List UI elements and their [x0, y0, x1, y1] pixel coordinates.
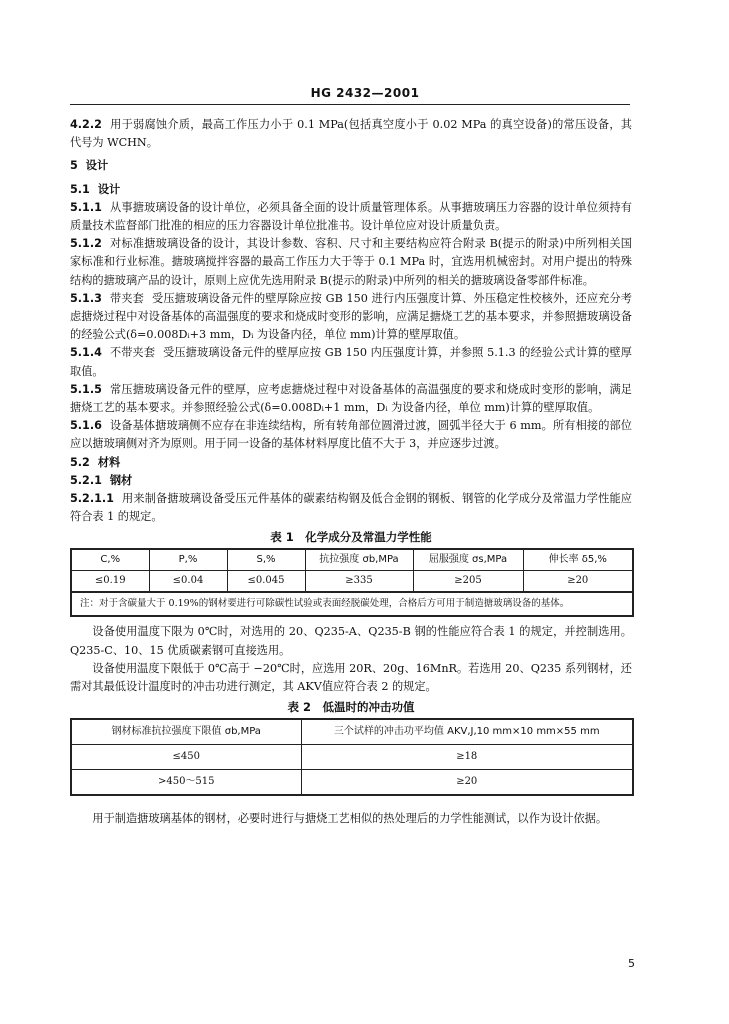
table-cell: ≥205 — [413, 571, 523, 593]
table-row — [71, 745, 633, 770]
table-cell: ≥18 — [301, 745, 633, 770]
page-number: 5 — [628, 957, 635, 970]
header-cell: 抗拉强度 σb,MPa — [305, 549, 413, 571]
header-cell: 钢材标准抗拉强度下限值 σb,MPa — [71, 719, 301, 745]
section-title: 设计 — [85, 159, 109, 173]
section-number: 5.2.1 — [70, 473, 102, 487]
table-row — [71, 571, 633, 593]
clause-text: 常压搪玻璃设备元件的壁厚，应考虑搪烧过程中对设备基体的高温强度的要求和烧成时变形的影响，满足搪烧工艺的基本要求。并参照经验公式(δ=0.008Dᵢ+1 mm，Dᵢ 为设备内径，单位 mm)计算的壁厚取值。 — [70, 382, 632, 415]
section-5-1-heading — [70, 181, 632, 199]
section-5-heading — [70, 157, 632, 175]
header-cell: S,% — [227, 549, 305, 571]
table-cell: ≥335 — [305, 571, 413, 593]
section-title: 材料 — [97, 455, 121, 469]
clause-5-1-1 — [70, 199, 632, 235]
section-number: 5.1 — [70, 182, 90, 196]
clause-5-1-4 — [70, 344, 632, 380]
header-cell: 伸长率 δ5,% — [523, 549, 633, 571]
paragraph-temperature-0: 设备使用温度下限为 0℃时，对选用的 20、Q235-A、Q235-B 钢的性能应符合表 1 的规定，并控制选用。Q235-C、10、15 优质碳素钢可直接选用。 — [70, 625, 632, 657]
clause-5-1-6 — [70, 417, 632, 453]
table-cell: ≤0.19 — [71, 571, 149, 593]
table-note: 注：对于含碳量大于 0.19%的钢材要进行可除碳性试验或表面经脱碳处理，合格后方可用于制造搪玻璃设备的基体。 — [71, 592, 633, 616]
clause-text: 用来制备搪玻璃设备受压元件基体的碳素结构钢及低合金钢的钢板、钢管的化学成分及常温力学性能应符合表 1 的规定。 — [70, 492, 632, 524]
clause-label: 不带夹套 — [109, 346, 156, 360]
section-title: 设计 — [97, 182, 121, 196]
clause-text: 受压搪玻璃设备元件的壁厚除应按 GB 150 进行内压强度计算、外压稳定性校核外，还应充分考虑搪烧过程中对设备基体的高温强度的要求和烧成时变形的影响，应满足搪烧工艺的基本要求，并参照搪玻璃设备的经验公式(δ=0.008Dᵢ+3 mm，Dᵢ 为设备内径，单位 mm)计算的壁厚取值。 — [70, 291, 632, 342]
table-2 — [70, 718, 634, 796]
table-cell: ≤0.045 — [227, 571, 305, 593]
clause-label: 带夹套 — [109, 291, 144, 305]
clause-5-1-5 — [70, 381, 632, 417]
table-note-row — [71, 592, 633, 616]
clause-text: 从事搪玻璃设备的设计单位，必须具备全面的设计质量管理体系。从事搪玻璃压力容器的设计单位须持有质量技术监督部门批准的相应的压力容器设计单位批准书。设计单位应对设计质量负责。 — [70, 200, 632, 233]
section-number: 5.2 — [70, 455, 90, 469]
table-row — [71, 770, 633, 796]
section-number: 5 — [70, 159, 78, 173]
standard-code-header: HG 2432—2001 — [310, 86, 420, 100]
clause-number: 5.1.5 — [70, 382, 102, 396]
clause-number: 5.1.6 — [70, 419, 102, 433]
table-cell: >450～515 — [71, 770, 301, 796]
table-1-caption: 表 1 化学成分及常温力学性能 — [270, 530, 432, 545]
table-cell: ≤450 — [71, 745, 301, 770]
header-cell: P,% — [149, 549, 227, 571]
header-cell: 三个试样的冲击功平均值 AKV,J,10 mm×10 mm×55 mm — [301, 719, 633, 745]
document-body — [70, 116, 632, 828]
table-cell: ≥20 — [301, 770, 633, 796]
clause-number: 5.1.3 — [70, 291, 102, 305]
clause-text: 设备基体搪玻璃侧不应存在非连续结构，所有转角部位圆滑过渡，圆弧半径大于 6 mm。所有相接的部位应以搪玻璃侧对齐为原则。用于同一设备的基体材料厚度比值不大于 3，并应逐步过渡。 — [70, 419, 632, 451]
clause-number: 5.1.2 — [70, 237, 102, 251]
clause-4-2-2 — [70, 116, 632, 152]
clause-5-2-1-1 — [70, 490, 632, 526]
clause-number: 5.1.1 — [70, 200, 102, 214]
table-2-caption: 表 2 低温时的冲击功值 — [287, 700, 415, 715]
table-header-row — [71, 719, 633, 745]
header-cell: 屈服强度 σs,MPa — [413, 549, 523, 571]
clause-number: 4.2.2 — [70, 118, 102, 131]
clause-text: 用于弱腐蚀介质，最高工作压力小于 0.1 MPa(包括真空度小于 0.02 MPa 的真空设备)的常压设备，其代号为 WCHN。 — [70, 118, 632, 150]
table-cell: ≥20 — [523, 571, 633, 593]
section-title: 钢材 — [109, 473, 133, 487]
clause-text: 受压搪玻璃设备元件的壁厚应按 GB 150 内压强度计算，并参照 5.1.3 的经验公式计算的壁厚取值。 — [70, 346, 632, 378]
section-5-2-heading — [70, 454, 632, 472]
header-cell: C,% — [71, 549, 149, 571]
table-1 — [70, 548, 634, 617]
clause-number: 5.1.4 — [70, 346, 102, 360]
section-5-2-1-heading — [70, 472, 632, 490]
clause-number: 5.2.1.1 — [70, 492, 114, 506]
clause-text: 对标准搪玻璃设备的设计，其设计参数、容积、尺寸和主要结构应符合附录 B(提示的附录)中所列相关国家标准和行业标准。搪玻璃搅拌容器的最高工作压力大于等于 0.1 MPa 时，宜选用机械密封。对用户提出的特殊结构的搪玻璃产品的设计，原则上应优先选用附录 B(提示的附录)中所列的相关的搪玻璃设备零部件标准。 — [70, 237, 632, 287]
clause-5-1-2 — [70, 235, 632, 290]
header-rule — [70, 104, 630, 105]
clause-5-1-3 — [70, 290, 632, 345]
table-cell: ≤0.04 — [149, 571, 227, 593]
paragraph-heat-treatment: 用于制造搪玻璃基体的钢材，必要时进行与搪烧工艺相似的热处理后的力学性能测试，以作为设计依据。 — [92, 812, 608, 826]
paragraph-temperature-minus20: 设备使用温度下限低于 0℃高于 −20℃时，应选用 20R、20g、16MnR。若选用 20、Q235 系列钢材，还需对其最低设计温度时的冲击功进行测定，其 AKV值应符合表 2 的规定。 — [70, 661, 632, 694]
table-header-row — [71, 549, 633, 571]
